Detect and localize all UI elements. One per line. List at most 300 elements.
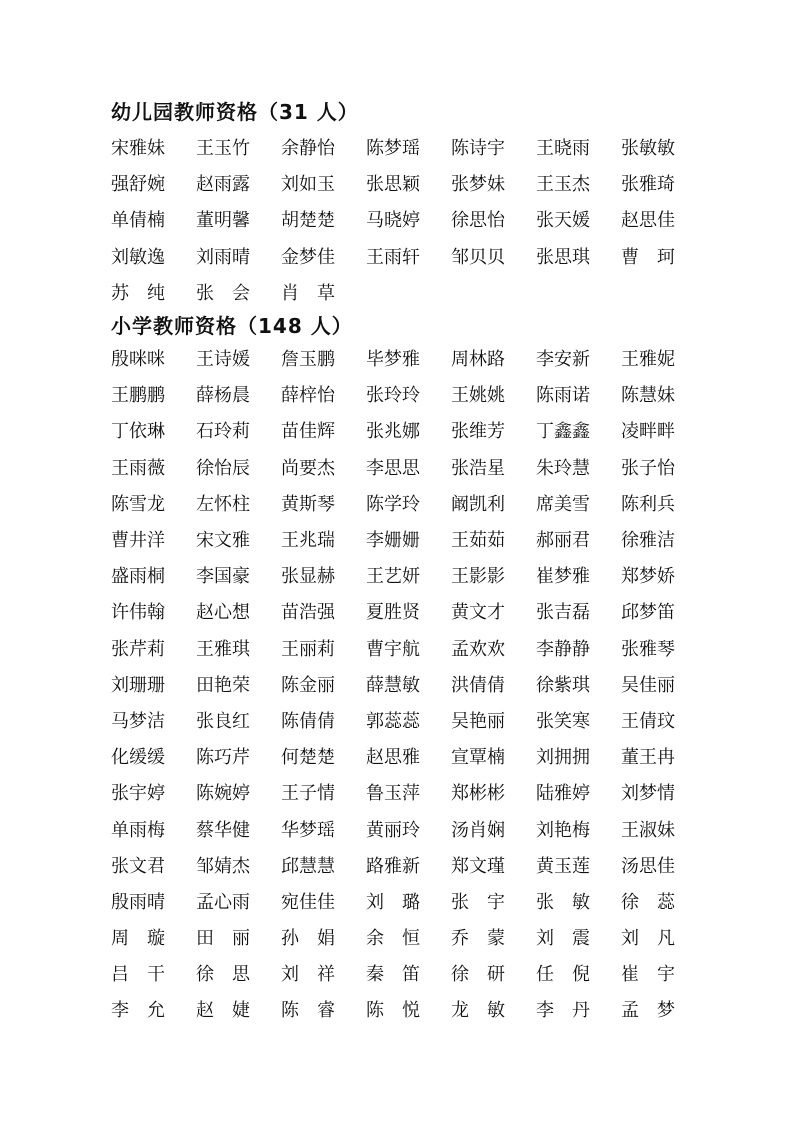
name-cell [451, 458, 536, 480]
name-cell [621, 458, 681, 480]
name-cell [281, 494, 366, 516]
person-name: 徐思怡 [451, 210, 505, 232]
name-grid-primary-school [111, 342, 691, 1030]
name-cell [536, 494, 621, 516]
name-cell [621, 421, 681, 443]
name-cell [536, 138, 621, 160]
person-name: 郭蕊蕊 [366, 710, 420, 732]
person-name: 孟心雨 [196, 891, 250, 913]
name-row [111, 776, 691, 812]
name-cell [111, 820, 196, 842]
section-heading-primary-school: 小学教师资格（148 人） [111, 314, 353, 338]
person-name: 王丽莉 [281, 638, 335, 660]
name-row [111, 740, 691, 776]
name-cell [111, 283, 196, 305]
name-cell [621, 247, 681, 269]
name-cell [281, 711, 366, 733]
name-cell [196, 747, 281, 769]
person-name: 金梦佳 [281, 246, 335, 268]
person-name: 曹井洋 [111, 530, 165, 552]
name-cell [281, 856, 366, 878]
name-cell [196, 247, 281, 269]
name-cell [621, 174, 681, 196]
person-name: 强舒婉 [111, 174, 165, 196]
person-name: 李 允 [111, 1000, 165, 1022]
name-row [111, 240, 691, 276]
person-name: 陆雅婷 [536, 783, 590, 805]
person-name: 王雨轩 [366, 246, 420, 268]
name-cell [536, 174, 621, 196]
name-cell [196, 210, 281, 232]
name-cell [621, 856, 681, 878]
name-cell [196, 783, 281, 805]
person-name: 陈梦瑶 [366, 138, 420, 160]
person-name: 秦 笛 [366, 964, 420, 986]
name-cell [621, 964, 681, 986]
name-cell [366, 892, 451, 914]
name-cell [451, 138, 536, 160]
name-cell [366, 458, 451, 480]
name-row [111, 276, 691, 312]
name-cell [451, 892, 536, 914]
name-cell [196, 349, 281, 371]
person-name: 任 倪 [536, 964, 590, 986]
person-name: 徐 蕊 [621, 891, 675, 913]
name-row [111, 342, 691, 378]
person-name: 张 敏 [536, 891, 590, 913]
name-cell [196, 174, 281, 196]
person-name: 吕 干 [111, 964, 165, 986]
name-row [111, 378, 691, 414]
name-cell [366, 174, 451, 196]
name-cell [366, 210, 451, 232]
name-cell [536, 783, 621, 805]
person-name: 张维芳 [451, 421, 505, 443]
name-cell [281, 283, 341, 305]
name-cell [366, 783, 451, 805]
person-name: 王雨薇 [111, 457, 165, 479]
person-name: 宋雅妹 [111, 138, 165, 160]
person-name: 王姚姚 [451, 385, 505, 407]
person-name: 孟 梦 [621, 1000, 675, 1022]
person-name: 蔡华健 [196, 819, 250, 841]
name-cell [196, 602, 281, 624]
name-cell [366, 421, 451, 443]
person-name: 赵思佳 [621, 210, 675, 232]
name-cell [536, 566, 621, 588]
person-name: 张显赫 [281, 566, 335, 588]
person-name: 周林路 [451, 349, 505, 371]
name-cell [451, 566, 536, 588]
person-name: 乔 蒙 [451, 928, 505, 950]
person-name: 李国豪 [196, 566, 250, 588]
name-cell [111, 639, 196, 661]
person-name: 李安新 [536, 349, 590, 371]
name-cell [111, 602, 196, 624]
person-name: 张天媛 [536, 210, 590, 232]
name-cell [621, 494, 681, 516]
name-cell [451, 530, 536, 552]
name-cell [366, 639, 451, 661]
person-name: 薛慧敏 [366, 674, 420, 696]
person-name: 殷雨晴 [111, 891, 165, 913]
person-name: 王晓雨 [536, 138, 590, 160]
name-cell [621, 820, 681, 842]
person-name: 汤思佳 [621, 855, 675, 877]
name-cell [621, 602, 681, 624]
person-name: 张玲玲 [366, 385, 420, 407]
name-cell [366, 928, 451, 950]
name-cell [621, 349, 681, 371]
person-name: 赵思雅 [366, 747, 420, 769]
person-name: 陈诗宇 [451, 138, 505, 160]
name-cell [536, 247, 621, 269]
name-cell [111, 892, 196, 914]
person-name: 李 丹 [536, 1000, 590, 1022]
person-name: 丁依琳 [111, 421, 165, 443]
name-cell [196, 928, 281, 950]
person-name: 鲁玉萍 [366, 783, 420, 805]
name-cell [366, 1000, 451, 1022]
name-row [111, 812, 691, 848]
name-cell [111, 210, 196, 232]
name-cell [111, 530, 196, 552]
person-name: 张浩星 [451, 457, 505, 479]
person-name: 徐紫琪 [536, 674, 590, 696]
person-name: 陈 悦 [366, 1000, 420, 1022]
person-name: 李姗姗 [366, 530, 420, 552]
person-name: 张宇婷 [111, 783, 165, 805]
person-name: 张文君 [111, 855, 165, 877]
name-cell [111, 174, 196, 196]
name-cell [196, 964, 281, 986]
name-cell [451, 1000, 536, 1022]
name-cell [621, 892, 681, 914]
person-name: 王玉杰 [536, 174, 590, 196]
person-name: 王兆瑞 [281, 530, 335, 552]
person-name: 何楚楚 [281, 747, 335, 769]
name-cell [451, 174, 536, 196]
person-name: 陈利兵 [621, 493, 675, 515]
name-row [111, 414, 691, 450]
section-heading-kindergarten: 幼儿园教师资格（31 人） [111, 100, 359, 124]
person-name: 田艳荣 [196, 674, 250, 696]
name-cell [536, 820, 621, 842]
person-name: 赵 婕 [196, 1000, 250, 1022]
name-cell [281, 174, 366, 196]
person-name: 郑彬彬 [451, 783, 505, 805]
name-cell [366, 530, 451, 552]
name-cell [536, 349, 621, 371]
name-cell [111, 747, 196, 769]
person-name: 张雅琦 [621, 174, 675, 196]
person-name: 孟欢欢 [451, 638, 505, 660]
name-cell [196, 675, 281, 697]
person-name: 华梦瑶 [281, 819, 335, 841]
name-cell [111, 421, 196, 443]
person-name: 王子情 [281, 783, 335, 805]
person-name: 董明馨 [196, 210, 250, 232]
person-name: 石玲莉 [196, 421, 250, 443]
person-name: 马晓婷 [366, 210, 420, 232]
name-cell [196, 639, 281, 661]
name-cell [621, 747, 681, 769]
person-name: 刘如玉 [281, 174, 335, 196]
person-name: 曹宇航 [366, 638, 420, 660]
name-row [111, 595, 691, 631]
name-cell [111, 675, 196, 697]
person-name: 刘 震 [536, 928, 590, 950]
name-cell [111, 964, 196, 986]
person-name: 刘敏逸 [111, 246, 165, 268]
name-cell [281, 421, 366, 443]
person-name: 徐怡辰 [196, 457, 250, 479]
name-cell [281, 1000, 366, 1022]
name-cell [111, 385, 196, 407]
name-cell [111, 711, 196, 733]
name-cell [366, 494, 451, 516]
name-cell [536, 421, 621, 443]
name-cell [366, 602, 451, 624]
person-name: 陈慧妹 [621, 385, 675, 407]
name-cell [281, 210, 366, 232]
person-name: 张 会 [196, 282, 250, 304]
name-cell [451, 421, 536, 443]
name-cell [451, 964, 536, 986]
person-name: 王茹茹 [451, 530, 505, 552]
name-cell [196, 385, 281, 407]
person-name: 王雅妮 [621, 349, 675, 371]
name-cell [621, 783, 681, 805]
name-cell [451, 602, 536, 624]
person-name: 胡楚楚 [281, 210, 335, 232]
name-cell [451, 247, 536, 269]
name-cell [281, 566, 366, 588]
person-name: 田 丽 [196, 928, 250, 950]
name-cell [366, 964, 451, 986]
person-name: 王鹏鹏 [111, 385, 165, 407]
person-name: 苗浩强 [281, 602, 335, 624]
person-name: 王倩玟 [621, 710, 675, 732]
person-name: 张芹莉 [111, 638, 165, 660]
name-cell [536, 1000, 621, 1022]
name-cell [536, 602, 621, 624]
name-cell [536, 385, 621, 407]
name-cell [451, 747, 536, 769]
name-cell [451, 639, 536, 661]
name-cell [111, 138, 196, 160]
name-cell [196, 458, 281, 480]
name-cell [111, 1000, 196, 1022]
person-name: 徐 研 [451, 964, 505, 986]
name-cell [451, 210, 536, 232]
person-name: 夏胜贤 [366, 602, 420, 624]
name-cell [281, 747, 366, 769]
name-cell [536, 458, 621, 480]
name-cell [451, 349, 536, 371]
person-name: 刘 璐 [366, 891, 420, 913]
name-row [111, 921, 691, 957]
name-cell [111, 458, 196, 480]
name-cell [196, 892, 281, 914]
name-cell [536, 639, 621, 661]
person-name: 马梦洁 [111, 710, 165, 732]
person-name: 许伟翰 [111, 602, 165, 624]
person-name: 崔梦雅 [536, 566, 590, 588]
person-name: 张雅琴 [621, 638, 675, 660]
name-cell [536, 964, 621, 986]
name-cell [366, 675, 451, 697]
name-row [111, 203, 691, 239]
person-name: 李思思 [366, 457, 420, 479]
person-name: 丁鑫鑫 [536, 421, 590, 443]
name-cell [621, 1000, 681, 1022]
person-name: 刘艳梅 [536, 819, 590, 841]
person-name: 李静静 [536, 638, 590, 660]
name-row [111, 849, 691, 885]
name-grid-kindergarten [111, 131, 691, 312]
name-row [111, 167, 691, 203]
name-cell [196, 494, 281, 516]
person-name: 余静怡 [281, 138, 335, 160]
person-name: 毕梦雅 [366, 349, 420, 371]
person-name: 王诗媛 [196, 349, 250, 371]
person-name: 化缓缓 [111, 747, 165, 769]
name-cell [281, 530, 366, 552]
person-name: 苏 纯 [111, 282, 165, 304]
person-name: 张良红 [196, 710, 250, 732]
person-name: 张 宇 [451, 891, 505, 913]
person-name: 陈巧芹 [196, 747, 250, 769]
person-name: 陈倩倩 [281, 710, 335, 732]
name-cell [621, 675, 681, 697]
person-name: 赵雨露 [196, 174, 250, 196]
name-cell [196, 856, 281, 878]
name-cell [281, 247, 366, 269]
name-cell [196, 421, 281, 443]
person-name: 薛杨晨 [196, 385, 250, 407]
name-cell [451, 928, 536, 950]
name-cell [281, 820, 366, 842]
person-name: 张梦妹 [451, 174, 505, 196]
name-cell [366, 566, 451, 588]
person-name: 张思琪 [536, 246, 590, 268]
name-cell [451, 385, 536, 407]
person-name: 郑梦娇 [621, 566, 675, 588]
name-cell [196, 1000, 281, 1022]
person-name: 刘拥拥 [536, 747, 590, 769]
name-cell [536, 747, 621, 769]
person-name: 孙 娟 [281, 928, 335, 950]
name-cell [451, 783, 536, 805]
person-name: 徐 思 [196, 964, 250, 986]
person-name: 徐雅洁 [621, 530, 675, 552]
person-name: 席美雪 [536, 493, 590, 515]
name-cell [366, 247, 451, 269]
person-name: 刘雨晴 [196, 246, 250, 268]
person-name: 黄文才 [451, 602, 505, 624]
name-cell [451, 711, 536, 733]
person-name: 王雅琪 [196, 638, 250, 660]
name-cell [281, 602, 366, 624]
name-cell [111, 566, 196, 588]
name-cell [366, 711, 451, 733]
name-row [111, 957, 691, 993]
name-row [111, 559, 691, 595]
name-cell [281, 964, 366, 986]
name-cell [111, 247, 196, 269]
name-cell [536, 892, 621, 914]
person-name: 刘珊珊 [111, 674, 165, 696]
name-cell [621, 210, 681, 232]
name-cell [196, 138, 281, 160]
name-row [111, 131, 691, 167]
name-cell [536, 711, 621, 733]
person-name: 张吉磊 [536, 602, 590, 624]
name-cell [196, 283, 281, 305]
person-name: 黄丽玲 [366, 819, 420, 841]
name-cell [536, 928, 621, 950]
person-name: 刘 祥 [281, 964, 335, 986]
name-cell [281, 639, 366, 661]
name-cell [366, 856, 451, 878]
name-cell [536, 530, 621, 552]
person-name: 龙 敏 [451, 1000, 505, 1022]
name-cell [196, 820, 281, 842]
person-name: 邱梦笛 [621, 602, 675, 624]
person-name: 单雨梅 [111, 819, 165, 841]
name-cell [536, 210, 621, 232]
person-name: 王影影 [451, 566, 505, 588]
name-cell [111, 349, 196, 371]
person-name: 张思颖 [366, 174, 420, 196]
name-cell [281, 349, 366, 371]
name-cell [366, 820, 451, 842]
name-cell [281, 675, 366, 697]
person-name: 王艺妍 [366, 566, 420, 588]
person-name: 肖 草 [281, 282, 335, 304]
person-name: 陈雪龙 [111, 493, 165, 515]
person-name: 朱玲慧 [536, 457, 590, 479]
person-name: 单倩楠 [111, 210, 165, 232]
person-name: 张子怡 [621, 457, 675, 479]
name-cell [111, 856, 196, 878]
name-cell [536, 856, 621, 878]
person-name: 吴佳丽 [621, 674, 675, 696]
name-cell [451, 820, 536, 842]
name-cell [451, 675, 536, 697]
name-cell [111, 783, 196, 805]
name-cell [621, 928, 681, 950]
name-cell [621, 566, 681, 588]
name-row [111, 487, 691, 523]
person-name: 路雅新 [366, 855, 420, 877]
name-cell [281, 783, 366, 805]
name-cell [536, 675, 621, 697]
person-name: 陈金丽 [281, 674, 335, 696]
person-name: 邹贝贝 [451, 246, 505, 268]
person-name: 张敏敏 [621, 138, 675, 160]
person-name: 盛雨桐 [111, 566, 165, 588]
name-cell [281, 385, 366, 407]
person-name: 凌畔畔 [621, 421, 675, 443]
name-cell [111, 494, 196, 516]
person-name: 宛佳佳 [281, 891, 335, 913]
person-name: 尚要杰 [281, 457, 335, 479]
name-cell [451, 856, 536, 878]
name-row [111, 993, 691, 1029]
person-name: 周 璇 [111, 928, 165, 950]
